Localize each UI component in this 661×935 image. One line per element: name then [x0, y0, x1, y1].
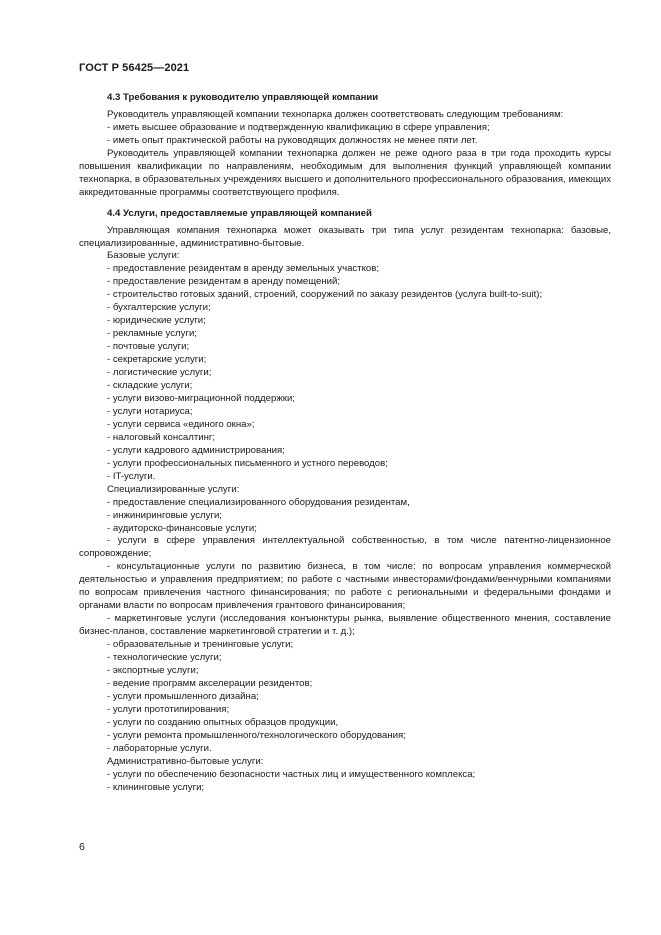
list-item: - почтовые услуги; — [107, 341, 190, 353]
list-item: - складские услуги; — [107, 380, 193, 392]
list-item: - услуги по обеспечению безопасности частных лиц и имущественного комплекса; — [107, 768, 476, 780]
list-item: - услуги профессиональных письменного и устного переводов; — [107, 457, 388, 469]
page-number: 6 — [79, 841, 85, 853]
list-item: - юридические услуги; — [107, 315, 206, 327]
special-services-list — [79, 497, 611, 756]
section-4-3-training: Руководитель управляющей компании технопарка должен не реже одного раза в три года проходить курсы повышения квалификации по направлениям, необходимым для выполнения функций управляющей компании технопарка, в образовательных учреждениях высшего и дополнительного профессионального образования, имеющих аккредитованные программы соответствующего профиля. — [79, 147, 611, 198]
list-item: - аудиторско-финансовые услуги; — [107, 522, 257, 534]
list-item: - услуги нотариуса; — [107, 405, 193, 417]
list-item: - образовательные и тренинговые услуги; — [107, 639, 294, 651]
list-item: - услуги визово-миграционной поддержки; — [107, 392, 295, 404]
admin-services-heading: Административно-бытовые услуги: — [107, 755, 264, 767]
admin-services-list — [79, 769, 611, 795]
list-item: - инжиниринговые услуги; — [107, 509, 222, 521]
list-item: - клининговые услуги; — [107, 781, 205, 793]
list-item: - услуги по созданию опытных образцов продукции, — [107, 716, 339, 728]
list-item: - услуги ремонта промышленного/технологического оборудования; — [107, 729, 406, 741]
list-item: - ведение программ акселерации резидентов; — [107, 677, 313, 689]
list-item: - лабораторные услуги. — [107, 742, 212, 754]
basic-services-list — [79, 263, 611, 483]
list-item: - услуги промышленного дизайна; — [107, 690, 259, 702]
list-item: - логистические услуги; — [107, 367, 212, 379]
doc-header: ГОСТ Р 56425—2021 — [79, 62, 190, 74]
list-item: - услуги кадрового администрирования; — [107, 444, 285, 456]
list-item: - технологические услуги; — [107, 652, 222, 664]
section-4-3-heading: 4.3 Требования к руководителю управляющей компании — [107, 92, 379, 103]
list-item: - предоставление резидентам в аренду земельных участков; — [107, 263, 380, 275]
list-item: - экспортные услуги; — [107, 664, 199, 676]
list-item: - строительство готовых зданий, строений, сооружений по заказу резидентов (услуга built-to-suit); — [107, 289, 543, 301]
list-item: - секретарские услуги; — [107, 354, 207, 366]
list-item: - налоговый консалтинг; — [107, 431, 216, 443]
list-item: - бухгалтерские услуги; — [107, 302, 211, 314]
list-item: - услуги прототипирования; — [107, 703, 230, 715]
list-item: - предоставление резидентам в аренду помещений; — [107, 276, 341, 288]
list-item: - иметь опыт практической работы на руководящих должностях не менее пяти лет. — [107, 134, 478, 146]
list-item: - консультационные услуги по развитию бизнеса, в том числе: по вопросам управления коммерческой деятельностью и управления предприятием; по работе с частными инвесторами/фондами/венчурными компаниями по вопросам привлечения частного финансирования; по работе с региональными и федеральными фондами и органами власти по вопросам привлечения грантового финансирования; — [79, 561, 611, 612]
list-item: - рекламные услуги; — [107, 328, 197, 340]
list-item: - услуги сервиса «единого окна»; — [107, 418, 255, 430]
special-services-heading: Специализированные услуги: — [107, 483, 240, 495]
section-4-4-intro: Управляющая компания технопарка может оказывать три типа услуг резидентам технопарка: базовые, специализированные, административно-бытовые. — [79, 224, 611, 249]
list-item: - услуги в сфере управления интеллектуальной собственностью, в том числе патентно-лицензионное сопровождение; — [79, 535, 611, 560]
basic-services-heading: Базовые услуги: — [107, 250, 180, 262]
list-item: - IT-услуги. — [107, 470, 156, 482]
page-content — [79, 92, 611, 795]
list-item: - предоставление специализированного оборудования резидентам, — [107, 496, 410, 508]
list-item: - маркетинговые услуги (исследования конъюнктуры рынка, выявление общественного мнения, составление бизнес-планов, составление маркетинговой стратегии и т. д.); — [79, 613, 611, 638]
section-4-4-heading: 4.4 Услуги, предоставляемые управляющей компанией — [107, 207, 372, 219]
list-item: - иметь высшее образование и подтвержденную квалификацию в сфере управления; — [107, 121, 490, 133]
section-4-3-intro: Руководитель управляющей компании технопарка должен соответствовать следующим требованиям: — [107, 108, 564, 120]
